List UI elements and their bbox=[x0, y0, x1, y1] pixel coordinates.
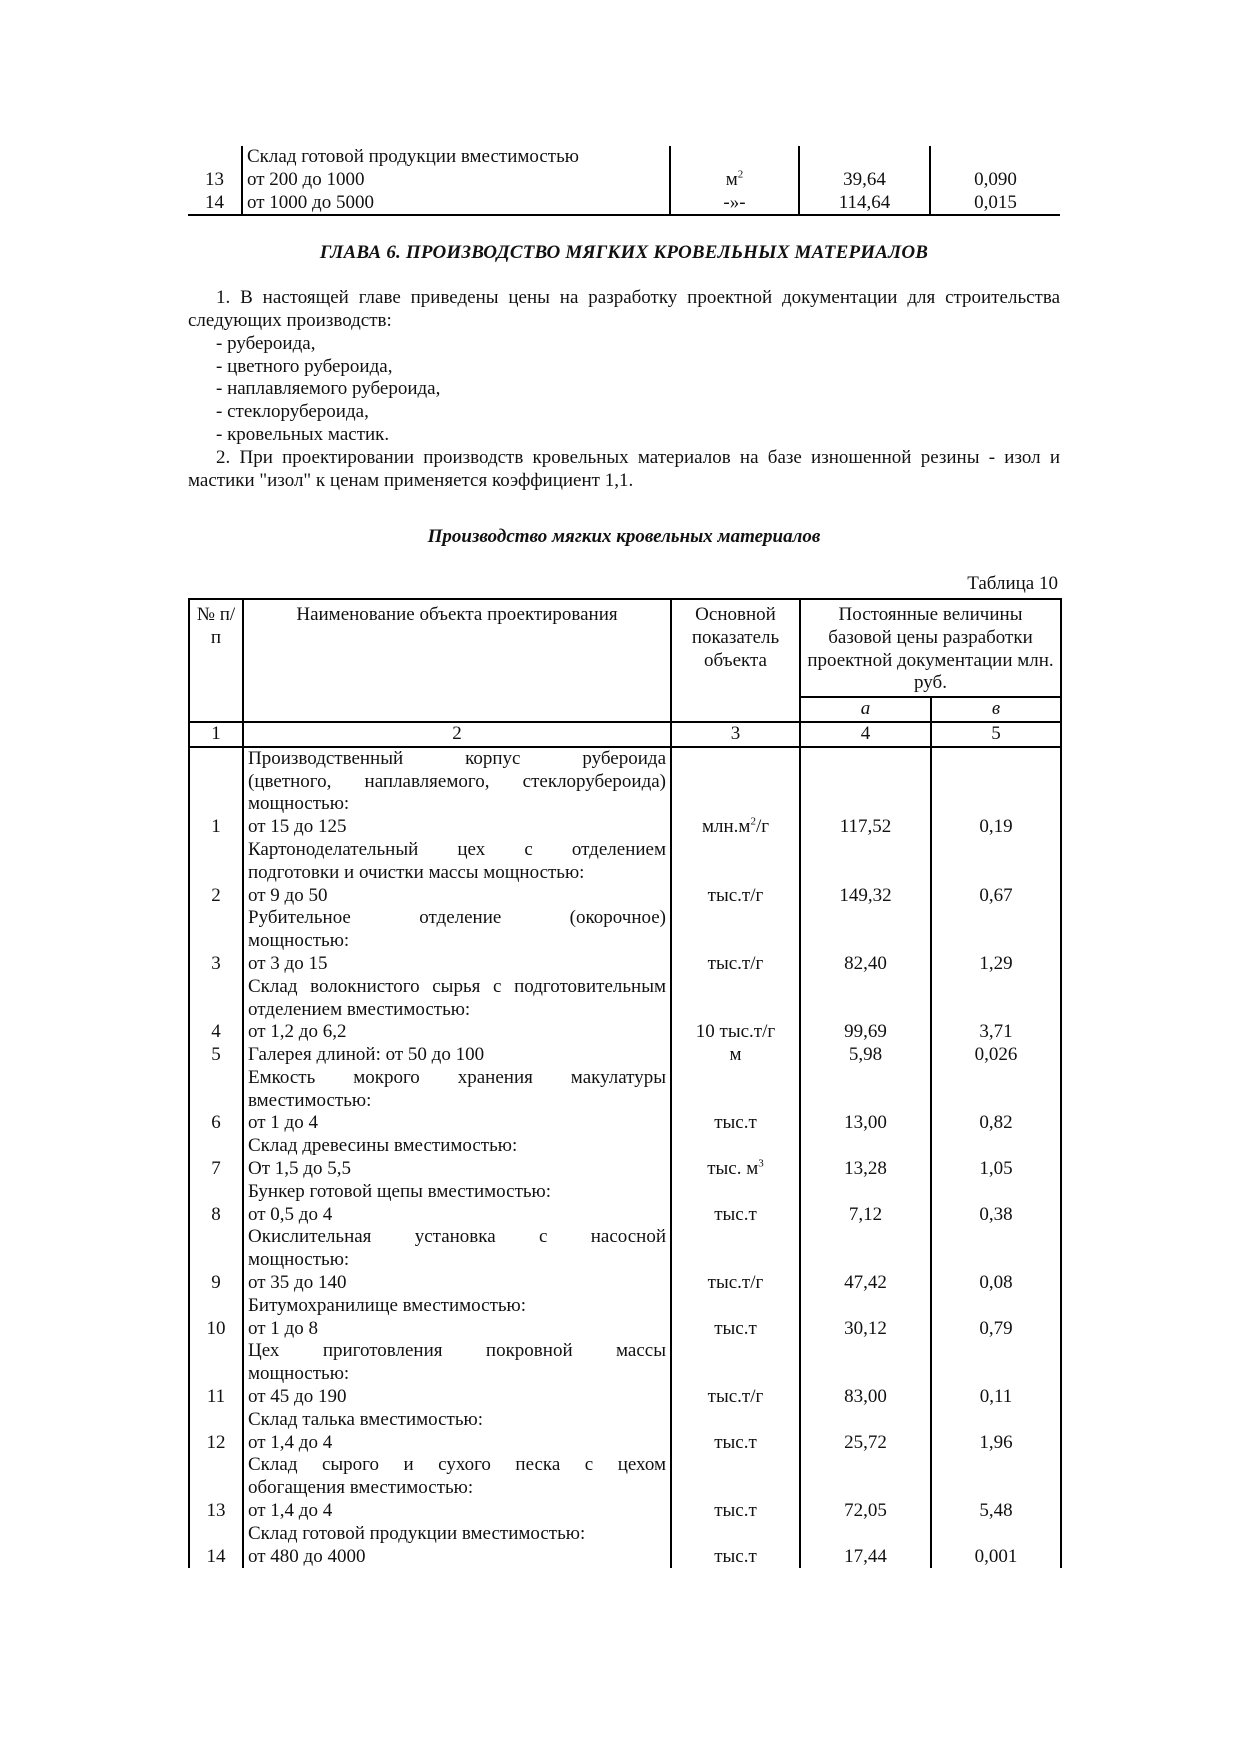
column-number: 3 bbox=[671, 722, 800, 747]
row-number: 3 bbox=[189, 907, 243, 975]
header-col-indicator: Основной показатель объекта bbox=[671, 599, 800, 722]
row-range: от 1,2 до 6,2 bbox=[248, 1021, 347, 1043]
row-name bbox=[243, 1181, 671, 1227]
row-value-a: 117,52 bbox=[800, 747, 931, 839]
row-value-a: 114,64 bbox=[799, 192, 930, 216]
unit-text: тыс.т bbox=[714, 1431, 757, 1453]
row-name bbox=[243, 1454, 671, 1522]
row-value-b: 1,29 bbox=[931, 907, 1061, 975]
row-name-line: мощностью: bbox=[248, 1249, 350, 1271]
list-item: - стеклорубероида, bbox=[216, 401, 369, 423]
row-value-a: 5,98 bbox=[800, 1044, 931, 1067]
row-value-a: 82,40 bbox=[800, 907, 931, 975]
row-name-line: отделением вместимостью: bbox=[248, 998, 471, 1020]
row-unit bbox=[671, 1044, 800, 1067]
row-unit bbox=[671, 1523, 800, 1569]
row-range: от 35 до 140 bbox=[248, 1272, 347, 1294]
row-name-line: Битумохранилище вместимостью: bbox=[248, 1294, 527, 1316]
row-value-b: 0,79 bbox=[931, 1295, 1061, 1341]
table-row bbox=[188, 192, 1060, 216]
table-row bbox=[189, 1135, 1061, 1181]
column-number: 2 bbox=[243, 722, 671, 747]
table-number: Таблица 10 bbox=[967, 573, 1058, 595]
row-name-line: (цветного, наплавляемого, стеклорубероида) bbox=[248, 770, 666, 792]
column-number: 5 bbox=[931, 722, 1061, 747]
table-row bbox=[189, 1067, 1061, 1135]
intro-paragraph: 1. В настоящей главе приведены цены на разработку проектной документации для строительства следующих производств: bbox=[188, 287, 1060, 331]
table-row bbox=[189, 747, 1061, 839]
row-unit bbox=[671, 976, 800, 1044]
row-value-b: 3,71 bbox=[931, 976, 1061, 1044]
table-row bbox=[188, 146, 1060, 169]
row-name bbox=[243, 1295, 671, 1341]
table-row bbox=[189, 1044, 1061, 1067]
row-range: от 0,5 до 4 bbox=[248, 1203, 333, 1225]
row-number: 5 bbox=[189, 1044, 243, 1067]
row-number: 13 bbox=[205, 168, 224, 190]
row-range: от 1,4 до 4 bbox=[248, 1431, 333, 1453]
column-numbers-row bbox=[189, 722, 1061, 747]
header-col-number: № п/п bbox=[189, 599, 243, 722]
table-row bbox=[189, 1226, 1061, 1294]
row-unit bbox=[670, 169, 799, 192]
table-row bbox=[189, 1295, 1061, 1341]
row-name-line: вместимостью: bbox=[248, 1089, 372, 1111]
row-name bbox=[243, 1067, 671, 1135]
row-range: Галерея длиной: от 50 до 100 bbox=[248, 1044, 485, 1066]
price-table bbox=[188, 598, 1062, 1568]
row-name-line: Цех приготовления покровной массы bbox=[248, 1340, 666, 1362]
table-row bbox=[188, 169, 1060, 192]
row-range: от 1 до 8 bbox=[248, 1317, 318, 1339]
row-value-b: 0,015 bbox=[930, 192, 1060, 216]
table-row bbox=[189, 1340, 1061, 1408]
row-value-b: 0,026 bbox=[931, 1044, 1061, 1067]
row-number: 4 bbox=[189, 976, 243, 1044]
row-name-line: Производственный корпус рубероида bbox=[248, 747, 666, 769]
row-unit bbox=[671, 1409, 800, 1455]
row-number: 1 bbox=[189, 747, 243, 839]
unit-text: млн.м bbox=[701, 816, 751, 838]
row-unit bbox=[671, 907, 800, 975]
row-name-line: Окислительная установка с насосной bbox=[248, 1226, 666, 1248]
row-value-a: 47,42 bbox=[800, 1226, 931, 1294]
unit-text: тыс.т bbox=[714, 1112, 757, 1134]
row-value-b: 0,08 bbox=[931, 1226, 1061, 1294]
row-number: 7 bbox=[189, 1135, 243, 1181]
row-name-line: мощностью: bbox=[248, 1363, 350, 1385]
row-value-a: 17,44 bbox=[800, 1523, 931, 1569]
row-unit bbox=[670, 192, 799, 216]
row-unit bbox=[671, 1067, 800, 1135]
table-title: Производство мягких кровельных материалов bbox=[427, 526, 821, 548]
header-col-name: Наименование объекта проектирования bbox=[243, 599, 671, 722]
row-range: от 9 до 50 bbox=[248, 884, 328, 906]
table-row bbox=[189, 1523, 1061, 1569]
row-number: 14 bbox=[189, 1523, 243, 1569]
list-item: - рубероида, bbox=[216, 332, 316, 354]
row-value-b: 0,090 bbox=[930, 169, 1060, 192]
row-name-line: Склад древесины вместимостью: bbox=[248, 1135, 518, 1157]
row-value-a: 30,12 bbox=[800, 1295, 931, 1341]
production-list bbox=[188, 333, 1060, 447]
row-value-b: 0,19 bbox=[931, 747, 1061, 839]
list-item: - цветного рубероида, bbox=[216, 355, 393, 377]
row-value-a: 13,00 bbox=[800, 1067, 931, 1135]
row-name: от 200 до 1000 bbox=[242, 169, 670, 192]
row-name bbox=[243, 747, 671, 839]
column-number: 1 bbox=[189, 722, 243, 747]
unit-text: тыс.т/г bbox=[707, 1386, 764, 1408]
row-name-line: Склад готовой продукции вместимостью: bbox=[248, 1522, 586, 1544]
row-unit bbox=[670, 146, 799, 169]
unit-text: тыс.т/г bbox=[707, 952, 764, 974]
row-name-line: Рубительное отделение (окорочное) bbox=[248, 907, 666, 929]
row-number: 6 bbox=[189, 1067, 243, 1135]
row-name bbox=[243, 1135, 671, 1181]
table-row bbox=[189, 839, 1061, 907]
header-col-price: Постоянные величины базовой цены разработки проектной документации млн. руб. bbox=[800, 599, 1061, 697]
row-value-a: 99,69 bbox=[800, 976, 931, 1044]
unit-text: м bbox=[729, 1044, 742, 1066]
row-name-line: Склад талька вместимостью: bbox=[248, 1408, 483, 1430]
row-name: Склад готовой продукции вместимостью bbox=[242, 146, 670, 169]
row-number bbox=[188, 146, 242, 169]
row-value-a: 13,28 bbox=[800, 1135, 931, 1181]
row-name-line: Картоноделательный цех с отделением bbox=[248, 838, 666, 860]
row-range: от 480 до 4000 bbox=[248, 1545, 366, 1567]
row-name bbox=[243, 976, 671, 1044]
table-row bbox=[189, 1409, 1061, 1455]
row-number: 9 bbox=[189, 1226, 243, 1294]
row-unit bbox=[671, 1295, 800, 1341]
row-name bbox=[243, 907, 671, 975]
row-name bbox=[243, 1044, 671, 1067]
row-name-line: мощностью: bbox=[248, 793, 350, 815]
table-header-row bbox=[189, 599, 1061, 697]
row-name-line: Бункер готовой щепы вместимостью: bbox=[248, 1180, 552, 1202]
table-row bbox=[189, 976, 1061, 1044]
unit-text: тыс.т bbox=[714, 1545, 757, 1567]
row-name-line: мощностью: bbox=[248, 930, 350, 952]
chapter-title: ГЛАВА 6. ПРОИЗВОДСТВО МЯГКИХ КРОВЕЛЬНЫХ МАТЕРИАЛОВ bbox=[319, 242, 929, 264]
row-name-line: подготовки и очистки массы мощностью: bbox=[248, 861, 585, 883]
row-number: 8 bbox=[189, 1181, 243, 1227]
unit-text: м bbox=[725, 168, 738, 190]
row-value-a: 25,72 bbox=[800, 1409, 931, 1455]
row-value-b: 0,11 bbox=[931, 1340, 1061, 1408]
row-name-line: обогащения вместимостью: bbox=[248, 1477, 474, 1499]
row-name bbox=[243, 1409, 671, 1455]
row-value-a: 7,12 bbox=[800, 1181, 931, 1227]
row-name bbox=[243, 1523, 671, 1569]
unit-text: тыс.т/г bbox=[707, 1272, 764, 1294]
coefficient-paragraph: 2. При проектировании производств кровельных материалов на базе изношенной резины - изол и мастики "изол" к ценам применяется коэффициент 1,1. bbox=[188, 446, 1060, 491]
row-unit bbox=[671, 1340, 800, 1408]
row-name-line: Емкость мокрого хранения макулатуры bbox=[248, 1066, 666, 1088]
row-unit bbox=[671, 839, 800, 907]
row-range: От 1,5 до 5,5 bbox=[248, 1158, 351, 1180]
row-name-line: Склад сырого и сухого песка с цехом bbox=[248, 1454, 666, 1476]
row-value-a: 39,64 bbox=[799, 169, 930, 192]
row-unit bbox=[671, 747, 800, 839]
row-range: от 3 до 15 bbox=[248, 952, 328, 974]
row-range: от 15 до 125 bbox=[248, 816, 347, 838]
row-value-a: 149,32 bbox=[800, 839, 931, 907]
unit-text: тыс. м bbox=[707, 1158, 759, 1180]
row-unit bbox=[671, 1226, 800, 1294]
row-name bbox=[243, 1226, 671, 1294]
row-range: от 1 до 4 bbox=[248, 1112, 318, 1134]
table-row bbox=[189, 1454, 1061, 1522]
row-value-b: 5,48 bbox=[931, 1454, 1061, 1522]
row-unit bbox=[671, 1135, 800, 1181]
row-value-b: 0,67 bbox=[931, 839, 1061, 907]
row-number: 13 bbox=[189, 1454, 243, 1522]
unit-text: тыс.т bbox=[714, 1500, 757, 1522]
row-value-b: 0,82 bbox=[931, 1067, 1061, 1135]
row-name bbox=[243, 839, 671, 907]
row-value-a: 72,05 bbox=[800, 1454, 931, 1522]
unit-text: -»- bbox=[723, 191, 746, 213]
unit-superscript: 2 bbox=[750, 815, 756, 828]
row-number: 12 bbox=[189, 1409, 243, 1455]
column-number: 4 bbox=[800, 722, 931, 747]
unit-text: тыс.т/г bbox=[707, 884, 764, 906]
row-value-a bbox=[799, 146, 930, 169]
row-value-b: 0,38 bbox=[931, 1181, 1061, 1227]
unit-superscript: 2 bbox=[737, 168, 744, 181]
list-item: - наплавляемого рубероида, bbox=[216, 378, 441, 400]
row-value-a: 83,00 bbox=[800, 1340, 931, 1408]
row-value-b bbox=[930, 146, 1060, 169]
row-range: от 45 до 190 bbox=[248, 1386, 347, 1408]
row-value-b: 1,96 bbox=[931, 1409, 1061, 1455]
header-col-b: в bbox=[931, 697, 1061, 722]
row-value-b: 1,05 bbox=[931, 1135, 1061, 1181]
document-page bbox=[188, 146, 1060, 1568]
continued-table bbox=[188, 146, 1060, 216]
row-name: от 1000 до 5000 bbox=[242, 192, 670, 216]
row-value-b: 0,001 bbox=[931, 1523, 1061, 1569]
row-number: 14 bbox=[188, 192, 242, 216]
row-name bbox=[243, 1340, 671, 1408]
row-number: 10 bbox=[189, 1295, 243, 1341]
header-col-a: а bbox=[800, 697, 931, 722]
unit-text: тыс.т bbox=[714, 1317, 757, 1339]
table-row bbox=[189, 907, 1061, 975]
row-name-line: Склад волокнистого сырья с подготовительным bbox=[248, 975, 666, 997]
row-unit bbox=[671, 1454, 800, 1522]
unit-tail: /г bbox=[755, 816, 770, 838]
row-unit bbox=[671, 1181, 800, 1227]
row-number: 2 bbox=[189, 839, 243, 907]
unit-text: 10 тыс.т/г bbox=[695, 1021, 776, 1043]
unit-text: тыс.т bbox=[714, 1203, 757, 1225]
table-row bbox=[189, 1181, 1061, 1227]
unit-superscript: 3 bbox=[758, 1157, 764, 1170]
row-number: 11 bbox=[189, 1340, 243, 1408]
list-item: - кровельных мастик. bbox=[216, 423, 390, 445]
row-range: от 1,4 до 4 bbox=[248, 1500, 333, 1522]
